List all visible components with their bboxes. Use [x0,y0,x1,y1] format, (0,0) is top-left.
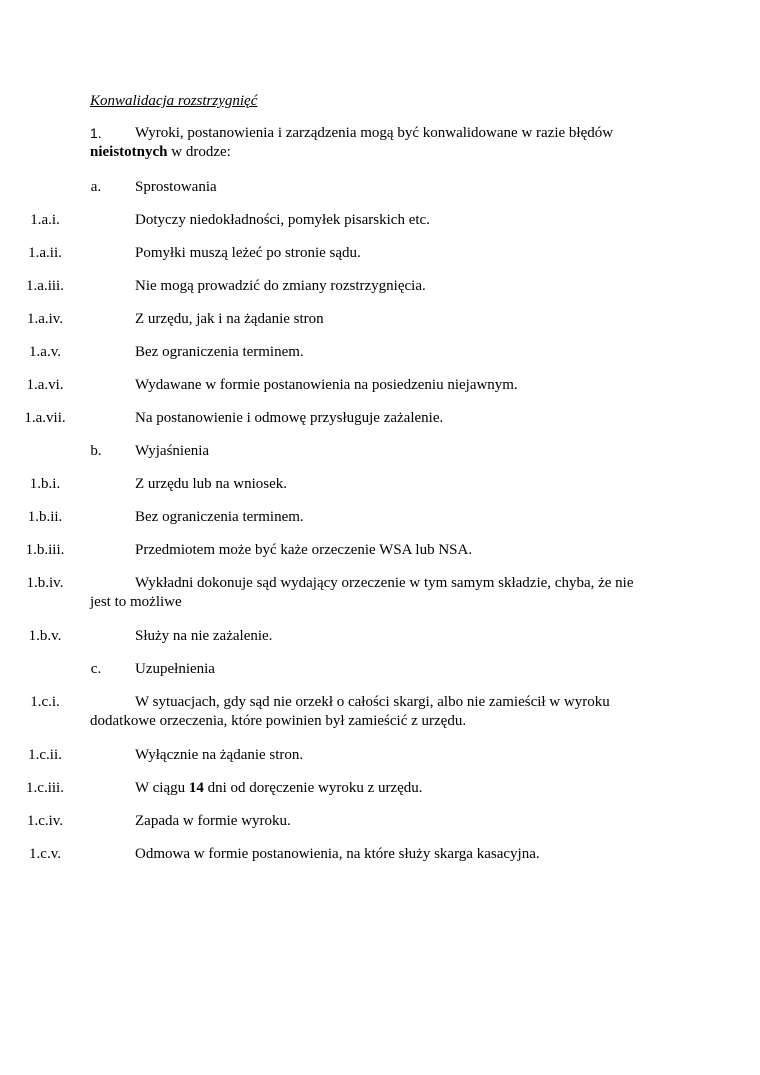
item-text: Odmowa w formie postanowienia, na które służy skarga kasacyjna. [135,846,540,862]
item-text: Bez ograniczenia terminem. [135,344,304,360]
section-letter: a. [90,179,102,195]
item-text: Nie mogą prowadzić do zmiany rozstrzygnięcia. [135,278,426,294]
section-label: Sprostowania [135,179,217,195]
item-number: 1.a.ii. [28,245,62,261]
item-continuation-text: w drodze: [167,144,231,160]
item-number: 1.b.iv. [26,575,64,591]
item-text: Bez ograniczenia terminem. [135,509,304,525]
bold-text: nieistotnych [90,144,168,160]
item-text: Wyłącznie na żądanie stron. [135,747,304,763]
item-number: 1.a.vii. [24,410,66,426]
item-number: 1.a.iii. [26,278,64,294]
item-text: Na postanowienie i odmowę przysługuje zażalenie. [135,410,444,426]
item-continuation: dodatkowe orzeczenia, które powinien był zamieścić z urzędu. [90,713,467,729]
section-letter: b. [90,443,102,459]
item-continuation [90,143,231,162]
item-text: Pomyłki muszą leżeć po stronie sądu. [135,245,361,261]
item-number: 1.a.vi. [26,377,64,393]
item-text: Z urzędu, jak i na żądanie stron [135,311,324,327]
item-number: 1.b.v. [28,628,62,644]
item-text: Z urzędu lub na wniosek. [135,476,288,492]
item-text: Zapada w formie wyroku. [135,813,291,829]
item-text: Wyroki, postanowienia i zarządzenia mogą być konwalidowane w razie błędów [135,125,614,141]
section-label: Wyjaśnienia [135,443,210,459]
item-number: 1.b.ii. [27,509,63,525]
bold-text: 14 [188,780,204,796]
item-text: W sytuacjach, gdy sąd nie orzekł o całości skargi, albo nie zamieścił w wyroku [135,694,610,710]
item-number: 1. [90,125,102,141]
item-number: 1.c.v. [29,846,61,862]
item-number: 1.b.i. [29,476,61,492]
item-number: 1.a.i. [30,212,60,228]
item-number: 1.a.iv. [26,311,64,327]
item-number: 1.c.i. [30,694,60,710]
item-number: 1.b.iii. [25,542,65,558]
document-title: Konwalidacja rozstrzygnięć [90,93,258,109]
item-text: Wydawane w formie postanowienia na posiedzeniu niejawnym. [135,377,518,393]
item-text: Służy na nie zażalenie. [135,628,273,644]
item-text [135,779,423,798]
item-number: 1.a.v. [29,344,61,360]
item-number: 1.c.iv. [26,813,64,829]
item-text-before: W ciągu [135,780,189,796]
section-label: Uzupełnienia [135,661,215,677]
item-text-after: dni od doręczenie wyroku z urzędu. [203,780,423,796]
item-number: 1.c.ii. [28,747,62,763]
item-text: Wykładni dokonuje sąd wydający orzeczenie w tym samym składzie, chyba, że nie [135,575,634,591]
section-letter: c. [90,661,102,677]
item-number: 1.c.iii. [26,780,64,796]
item-text: Dotyczy niedokładności, pomyłek pisarskich etc. [135,212,430,228]
item-continuation: jest to możliwe [90,594,182,610]
item-text: Przedmiotem może być każe orzeczenie WSA lub NSA. [135,542,473,558]
